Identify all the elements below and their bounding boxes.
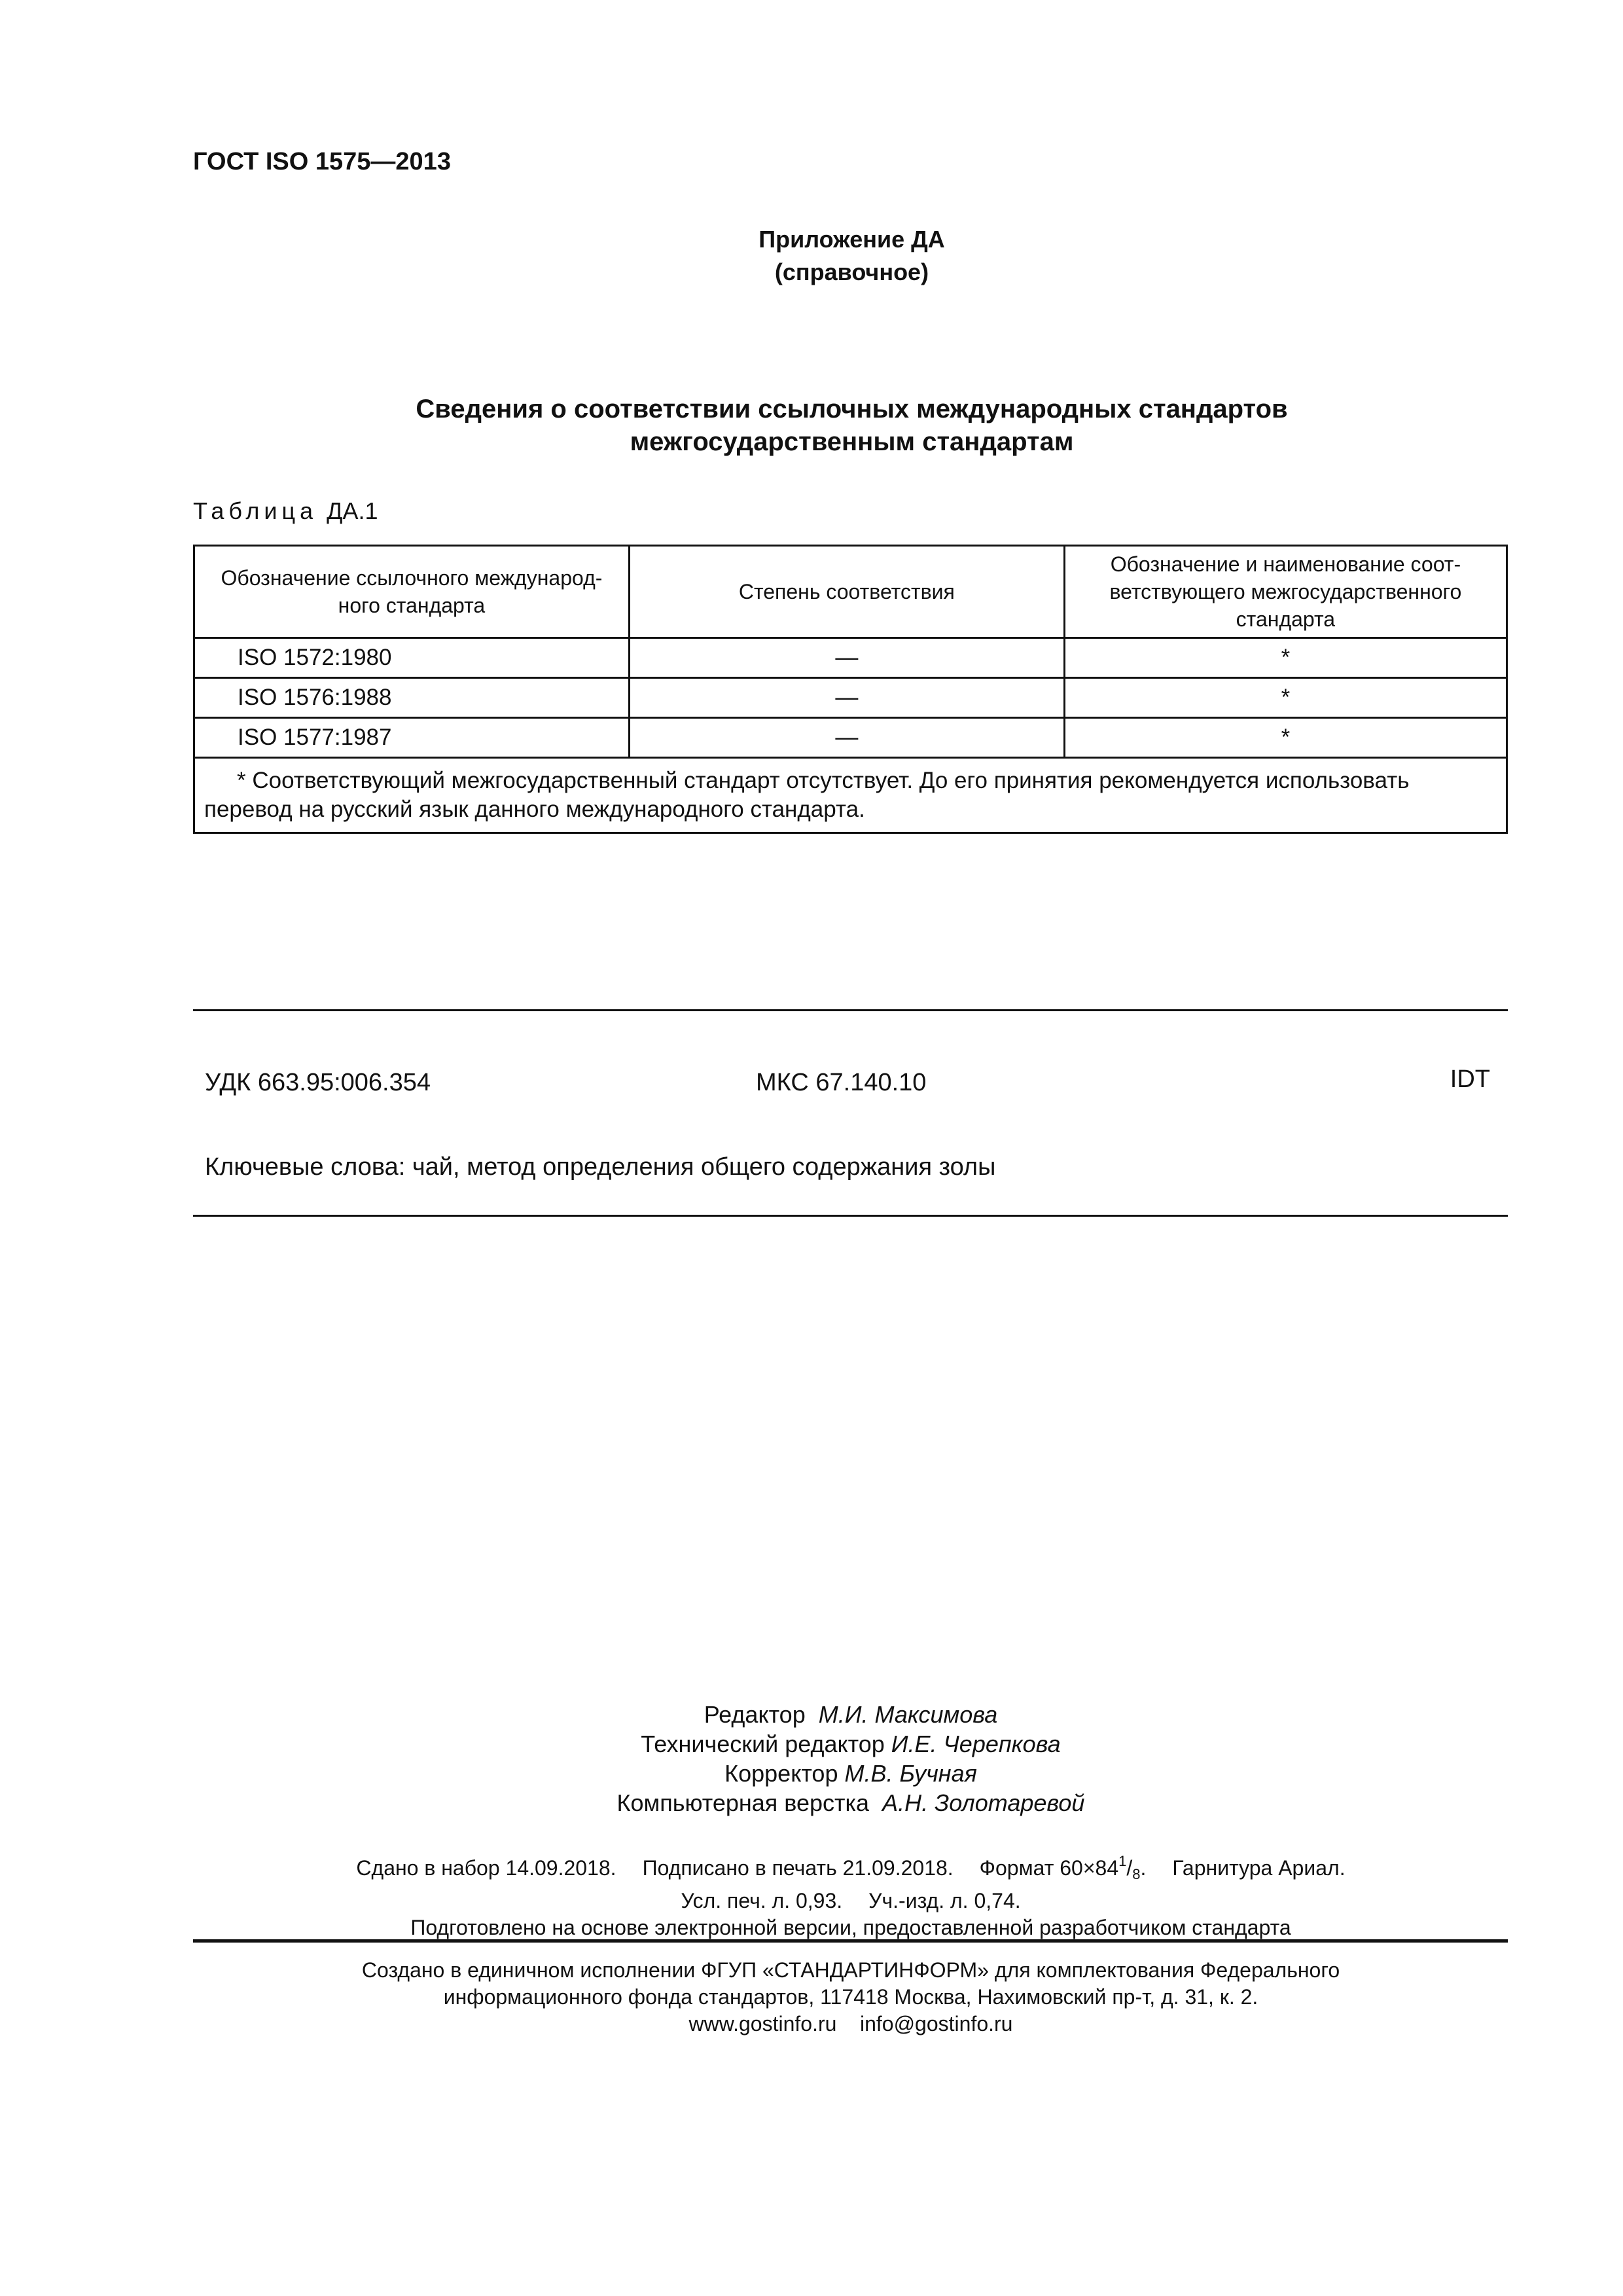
table-header-row bbox=[194, 546, 1507, 638]
table-footnote bbox=[194, 758, 1507, 833]
cell-national: * bbox=[1064, 678, 1507, 718]
table-row bbox=[194, 678, 1507, 718]
annex-type: (справочное) bbox=[774, 259, 929, 285]
cell-degree: — bbox=[629, 678, 1064, 718]
section-title-line-2: межгосударственным стандартам bbox=[630, 427, 1074, 456]
reference-standards-table bbox=[193, 545, 1508, 834]
creation-line-2: информационного фонда стандартов, 117418 Москва, Нахимовский пр-т, д. 31, к. 2. bbox=[443, 1985, 1258, 2009]
credit-line-editor: Редактор М.И. Максимова bbox=[704, 1701, 998, 1728]
cell-national: * bbox=[1064, 638, 1507, 678]
cell-standard: ISO 1577:1987 bbox=[194, 718, 630, 758]
credit-line-tech-editor: Технический редактор И.Е. Черепкова bbox=[641, 1731, 1061, 1757]
header-degree-of-conformity: Степень соответствия bbox=[629, 546, 1064, 638]
cell-standard: ISO 1572:1980 bbox=[194, 638, 630, 678]
publication-info bbox=[0, 1848, 1623, 1941]
keywords: Ключевые слова: чай, метод определения общего содержания золы bbox=[205, 1153, 996, 1181]
credit-line-layout: Компьютерная верстка А.Н. Золотаревой bbox=[616, 1789, 1085, 1816]
publication-line-2: Усл. печ. л. 0,93. Уч.-изд. л. 0,74. bbox=[681, 1889, 1021, 1912]
table-footnote-row bbox=[194, 758, 1507, 833]
degree-code: IDT bbox=[1450, 1066, 1490, 1093]
publication-line-3: Подготовлено на основе электронной версии, предоставленной разработчиком стандарта bbox=[410, 1916, 1291, 1939]
creation-info bbox=[0, 1957, 1623, 2037]
udc-code: УДК 663.95:006.354 bbox=[205, 1069, 431, 1096]
cell-degree: — bbox=[629, 718, 1064, 758]
table-caption-word: Таблица bbox=[193, 497, 318, 524]
publication-line-1: Сдано в набор 14.09.2018. Подписано в печать 21.09.2018. Формат $60\times 84^1/8$. Гарнитура Ариал. bbox=[356, 1853, 1346, 1882]
table-row bbox=[194, 638, 1507, 678]
table-footnote-text: * Соответствующий межгосударственный стандарт отсутствует. До его принятия рекомендуется использовать перевод на русский язык данного международного стандарта. bbox=[204, 768, 1410, 822]
website-link[interactable]: www.gostinfo.ru bbox=[688, 2012, 837, 2036]
credits-block bbox=[0, 1700, 1623, 1818]
header-national-standard: Обозначение и наименование соот-ветствующего межгосударственного стандарта bbox=[1064, 546, 1507, 638]
divider-bottom bbox=[193, 1215, 1508, 1217]
credit-line-proofreader: Корректор М.В. Бучная bbox=[724, 1760, 977, 1787]
divider-top bbox=[193, 1009, 1508, 1011]
creation-contacts bbox=[0, 2011, 1623, 2037]
section-title-line-1: Сведения о соответствии ссылочных международных стандартов bbox=[416, 395, 1288, 423]
cell-national: * bbox=[1064, 718, 1507, 758]
mks-code: МКС 67.140.10 bbox=[756, 1069, 927, 1096]
annex-title: Приложение ДА bbox=[758, 226, 945, 253]
divider-thick bbox=[193, 1939, 1508, 1943]
creation-line-1: Создано в единичном исполнении ФГУП «СТАНДАРТИНФОРМ» для комплектования Федерального bbox=[361, 1958, 1340, 1982]
table-caption-number: ДА.1 bbox=[327, 497, 378, 524]
cell-degree: — bbox=[629, 638, 1064, 678]
document-code: ГОСТ ISO 1575—2013 bbox=[193, 148, 451, 175]
cell-standard: ISO 1576:1988 bbox=[194, 678, 630, 718]
table-caption bbox=[193, 497, 378, 525]
table-row bbox=[194, 718, 1507, 758]
email-link[interactable]: info@gostinfo.ru bbox=[859, 2012, 1013, 2036]
section-title bbox=[0, 393, 1623, 458]
header-reference-standard: Обозначение ссылочного международ-ного стандарта bbox=[194, 546, 630, 638]
